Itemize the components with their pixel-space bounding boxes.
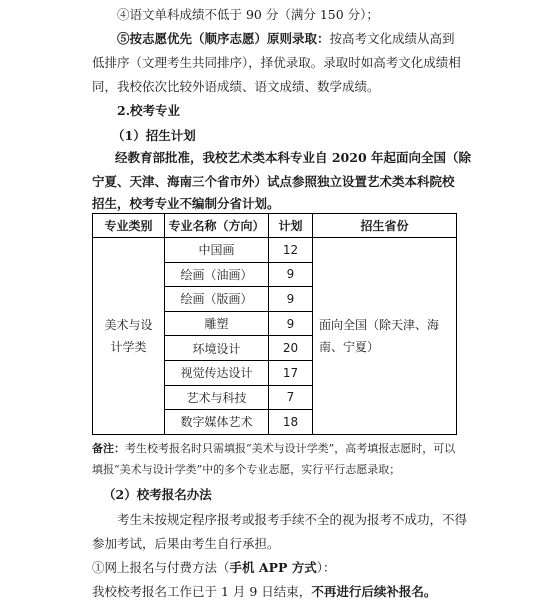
paragraph-line: 考生未按规定程序报考或报考手续不全的视为报考不成功，不得: [117, 512, 468, 527]
major-cell: 数字媒体艺术: [165, 410, 269, 435]
paragraph-line: 宁夏、天津、海南三个省市外）试点参照独立设置艺术类本科院校: [92, 174, 455, 189]
header-plan: 计划: [269, 214, 313, 238]
table-row: [93, 238, 457, 263]
bold-text: 手机 APP 方式: [229, 560, 317, 575]
table-note-line: 填报“美术与设计学类”中的多个专业志愿，实行平行志愿录取；: [92, 463, 401, 476]
major-cell: 绘画（油画）: [165, 262, 269, 287]
bold-text: 不再进行后续补报名。: [311, 584, 437, 599]
table-header-row: [93, 214, 457, 238]
province-cell: 面向全国（除天津、海 南、宁夏）: [313, 238, 457, 435]
paragraph-line: 经教育部批准，我校艺术类本科专业自 2020 年起面向全国（除: [115, 150, 471, 165]
major-cell: 视觉传达设计: [165, 360, 269, 385]
paragraph-line: 低排序（文理考生共同排序），择优录取。录取时如高考文化成绩相: [92, 55, 461, 70]
subsection-heading: （1）招生计划: [112, 128, 196, 143]
paragraph-line: ①网上报名与付费方法（手机 APP 方式）：: [92, 560, 336, 575]
paragraph-line: 参加考试，后果由考生自行承担。: [92, 536, 280, 551]
plan-cell: 18: [269, 410, 313, 435]
table-note-line: [92, 441, 455, 457]
paragraph-line: 同，我校依次比较外语成绩、语文成绩、数学成绩。: [92, 79, 380, 94]
paragraph-line: 招生，校考专业不编制分省计划。: [92, 196, 280, 211]
category-cell: 美术与设 计学类: [93, 238, 165, 435]
header-major: 专业名称（方向）: [165, 214, 269, 238]
section-heading: 2.校考专业: [117, 103, 181, 118]
plan-cell: 7: [269, 385, 313, 410]
subsection-heading: （2）校考报名办法: [103, 487, 212, 502]
header-category: 专业类别: [93, 214, 165, 238]
plan-cell: 9: [269, 311, 313, 336]
bold-text: ⑤按志愿优先（顺序志愿）原则录取：: [117, 31, 330, 46]
plan-cell: 20: [269, 336, 313, 361]
enrollment-plan-table: [92, 213, 457, 435]
plan-cell: 9: [269, 287, 313, 312]
text: 按高考文化成绩从高到: [329, 31, 455, 46]
plan-cell: 17: [269, 360, 313, 385]
paragraph-line: [117, 31, 455, 47]
major-cell: 雕塑: [165, 311, 269, 336]
note-text: 考生校考报名时只需填报“美术与设计学类”，高考填报志愿时，可以: [125, 442, 456, 455]
paragraph-line: ④语文单科成绩不低于 90 分（满分 150 分）；: [117, 7, 379, 22]
header-province: 招生省份: [313, 214, 457, 238]
paragraph-line: 我校校考报名工作已于 1 月 9 日结束，不再进行后续补报名。: [92, 584, 437, 599]
major-cell: 艺术与科技: [165, 385, 269, 410]
major-cell: 中国画: [165, 238, 269, 263]
plan-cell: 9: [269, 262, 313, 287]
major-cell: 环境设计: [165, 336, 269, 361]
plan-cell: 12: [269, 238, 313, 263]
note-label: 备注：: [92, 442, 125, 455]
major-cell: 绘画（版画）: [165, 287, 269, 312]
